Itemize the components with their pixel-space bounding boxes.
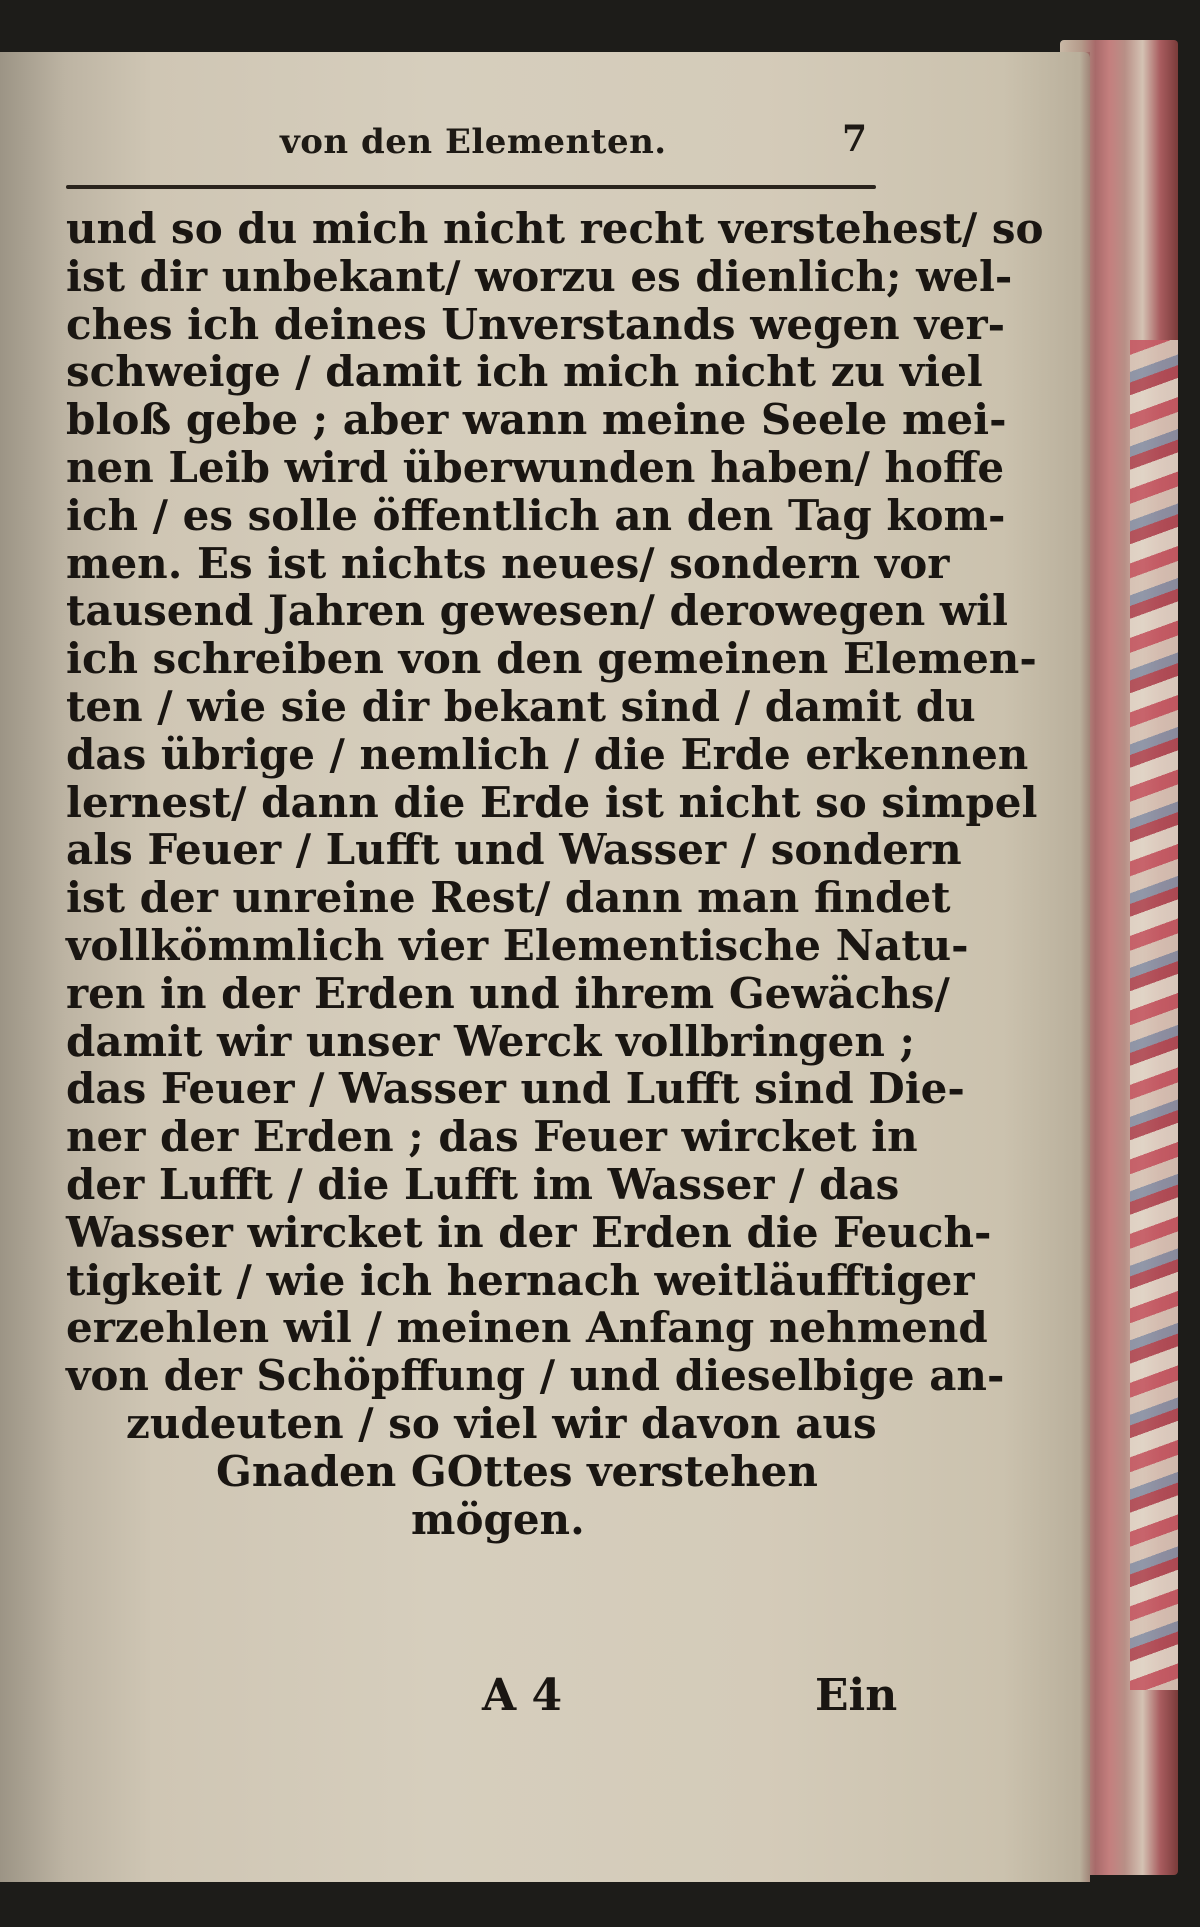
page-number: 7	[842, 118, 868, 160]
text-line: ches ich deines Unverstands wegen ver-	[66, 299, 1006, 349]
text-line: Wasser wircket in der Erden die Feuch-	[66, 1207, 992, 1257]
text-line: das Feuer / Wasser und Lufft sind Die-	[66, 1064, 965, 1114]
text-line: tausend Jahren gewesen/ derowegen wil	[66, 586, 1008, 636]
text-line: ich / es solle öffentlich an den Tag kom-	[66, 490, 1006, 540]
text-line: als Feuer / Lufft und Wasser / sondern	[66, 825, 962, 875]
text-line: und so du mich nicht recht verstehest/ so	[66, 204, 1044, 253]
marbled-endpaper	[1130, 340, 1178, 1690]
text-line: ich schreiben von den gemeinen Elemen-	[66, 634, 1037, 684]
catchword: Ein	[815, 1670, 898, 1721]
text-line: damit wir unser Werck vollbringen ;	[66, 1016, 916, 1066]
page-header	[0, 110, 1090, 170]
page-footer	[0, 1670, 1090, 1730]
text-line: von der Schöpffung / und dieselbige an-	[66, 1351, 1005, 1401]
text-line: ren in der Erden und ihrem Gewächs/	[66, 968, 950, 1018]
text-line: men. Es ist nichts neues/ sondern vor	[66, 538, 950, 588]
body-text	[66, 204, 1044, 1544]
text-line: tigkeit / wie ich hernach weitläufftiger	[66, 1255, 975, 1305]
text-line: mögen.	[411, 1494, 585, 1544]
text-line: das übrige / nemlich / die Erde erkennen	[66, 729, 1029, 779]
text-line: der Lufft / die Lufft im Wasser / das	[66, 1159, 900, 1209]
text-line: vollkömmlich vier Elementische Natu-	[66, 920, 969, 970]
text-line: lernest/ dann die Erde ist nicht so simpel	[66, 777, 1038, 827]
text-line: schweige / damit ich mich nicht zu viel	[66, 347, 983, 397]
text-line: erzehlen wil / meinen Anfang nehmend	[66, 1303, 988, 1353]
text-line: bloß gebe ; aber wann meine Seele mei-	[66, 395, 1007, 445]
text-line: nen Leib wird überwunden haben/ hoffe	[66, 442, 1005, 492]
running-title: von den Elementen.	[280, 122, 667, 162]
text-line: Gnaden GOttes verstehen	[216, 1446, 818, 1496]
text-line: ten / wie sie dir bekant sind / damit du	[66, 681, 976, 731]
signature-mark: A 4	[482, 1670, 563, 1721]
header-rule	[66, 185, 876, 189]
text-line: zudeuten / so viel wir davon aus	[126, 1398, 877, 1448]
text-line: ner der Erden ; das Feuer wircket in	[66, 1112, 918, 1162]
text-line: ist dir unbekant/ worzu es dienlich; wel-	[66, 251, 1013, 301]
text-line: ist der unreine Rest/ dann man findet	[66, 873, 951, 923]
